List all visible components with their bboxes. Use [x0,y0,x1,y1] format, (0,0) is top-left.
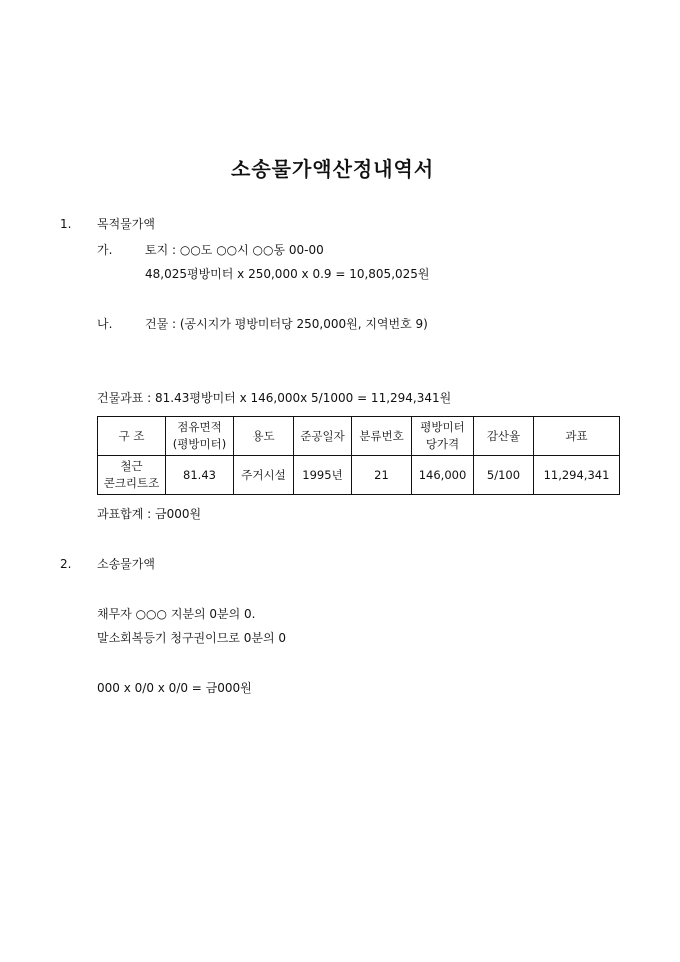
tax-base-total: 과표합계 : 금000원 [97,507,202,521]
section-1-heading: 목적물가액 [97,217,155,231]
header-structure: 구 조 [98,417,166,456]
header-tax-base: 과표 [534,417,620,456]
cancellation-claim-line: 말소회복등기 청구권이므로 0분의 0 [97,631,287,645]
header-completion-date: 준공일자 [294,417,352,456]
table-row [98,456,620,495]
cell-tax-base: 11,294,341 [534,456,620,495]
document-title: 소송물가액산정내역서 [231,157,435,181]
building-tax-table [97,416,620,495]
cell-area: 81.43 [166,456,234,495]
land-calculation: 48,025평방미터 x 250,000 x 0.9 = 10,805,025원 [145,267,430,281]
header-area: 점유면적 (평방미터) [166,417,234,456]
building-description: 건물 : (공시지가 평방미터당 250,000원, 지역번호 9) [145,317,428,331]
table-header-row [98,417,620,456]
section-2-number: 2. [60,557,72,571]
land-marker: 가. [97,243,113,257]
land-address: 토지 : ○○도 ○○시 ○○동 00-00 [145,243,324,257]
building-marker: 나. [97,317,113,331]
section-1-number: 1. [60,217,72,231]
cell-unit-price: 146,000 [412,456,474,495]
header-reduction-rate: 감산율 [474,417,534,456]
cell-completion-date: 1995년 [294,456,352,495]
cell-reduction-rate: 5/100 [474,456,534,495]
building-tax-calculation: 건물과표 : 81.43평방미터 x 146,000x 5/1000 = 11,294,341원 [97,391,452,405]
cell-structure: 철근 콘크리트조 [98,456,166,495]
section-2-heading: 소송물가액 [97,557,155,571]
cell-usage: 주거시설 [234,456,294,495]
debtor-share-line: 채무자 ○○○ 지분의 0분의 0. [97,607,256,621]
litigation-value-calculation: 000 x 0/0 x 0/0 = 금000원 [97,681,252,695]
header-usage: 용도 [234,417,294,456]
cell-class-number: 21 [352,456,412,495]
header-unit-price: 평방미터 당가격 [412,417,474,456]
header-class-number: 분류번호 [352,417,412,456]
